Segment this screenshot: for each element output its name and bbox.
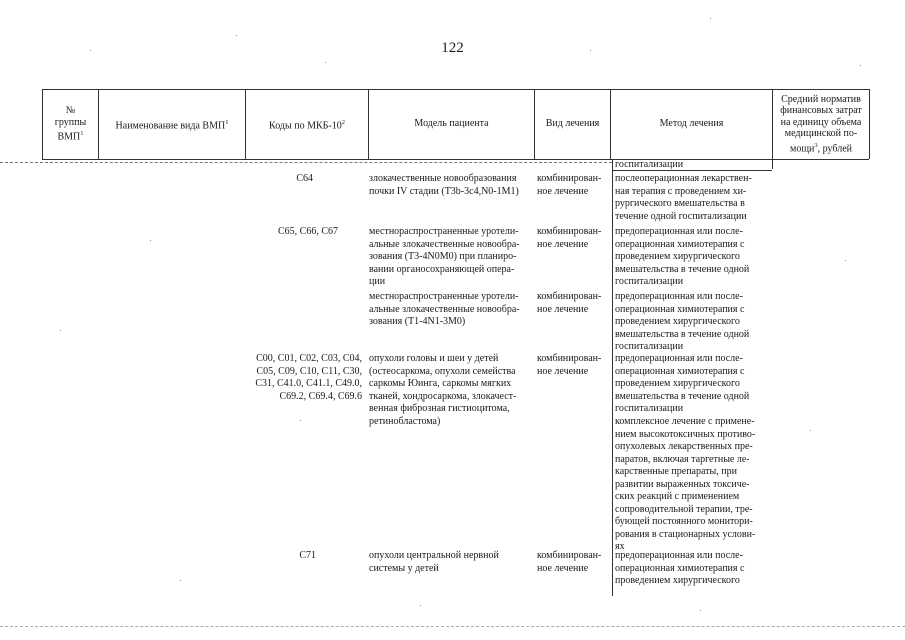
method-line: предоперационная или после- (615, 291, 743, 302)
method-line: предоперационная или после- (615, 353, 743, 364)
scan-speck (236, 35, 237, 36)
scan-speck (590, 50, 591, 51)
header-icd-codes-label: Коды по МКБ-10 (269, 119, 342, 131)
row-treatment-type (537, 226, 601, 251)
type-line: комбинирован- (537, 173, 602, 184)
method-line: проведением хирургического (615, 316, 740, 327)
method-line: операционная химиотерапия с (615, 365, 745, 377)
method-line: ная терапия с проведением хи- (615, 185, 747, 197)
method-line: операционная химиотерапия с (615, 303, 745, 315)
model-line: местнораспространенные уротели- (369, 226, 519, 237)
icd-code-line: C65, C66, C67 (277, 226, 338, 237)
header-bottom-shadow (0, 162, 612, 163)
row-codes (230, 353, 362, 403)
row-patient-model (369, 353, 516, 428)
header-cost-line: медицинской по- (784, 128, 858, 140)
model-line: альные злокачественные новообра- (369, 303, 520, 315)
scan-speck (700, 610, 701, 611)
row-treatment-method (615, 416, 755, 554)
row-treatment-method (615, 226, 749, 289)
method-line: рования в стационарных услови- (615, 528, 756, 540)
header-cost-line: на единицу объема (780, 116, 862, 128)
row-treatment-type (537, 291, 601, 316)
row-codes (248, 550, 316, 563)
carryover-divider (612, 170, 772, 171)
model-line: саркомы Юинга, саркомы мягких (369, 378, 512, 389)
type-line: комбинирован- (537, 550, 602, 561)
type-line: комбинирован- (537, 353, 602, 364)
footnote-marker: 3 (814, 141, 818, 149)
scan-speck (325, 62, 326, 63)
method-line: опухолевых лекарственных пре- (615, 441, 753, 452)
icd-code-line: C00, C01, C02, C03, C04, (256, 353, 362, 364)
row-patient-model (369, 550, 499, 575)
icd-code-line: C05, C09, C10, C11, C30, (256, 365, 362, 377)
row-treatment-method (615, 353, 749, 416)
header-vmp-name (99, 89, 245, 159)
method-line: предоперационная или после- (615, 550, 743, 561)
type-line: ное лечение (537, 562, 589, 574)
method-line: предоперационная или после- (615, 226, 743, 237)
header-group-number (43, 89, 98, 159)
method-line: госпитализации (615, 403, 684, 414)
scan-speck (710, 18, 711, 19)
icd-code-line: C71 (299, 550, 316, 561)
method-line: операционная химиотерапия с (615, 562, 745, 574)
model-line: системы у детей (369, 562, 439, 574)
header-treatment-method (611, 89, 772, 159)
method-line: карственные препараты, при (615, 466, 737, 477)
model-line: вании органосохраняющей опера- (369, 263, 515, 275)
model-line: зования (T1-4N1-3M0) (369, 316, 466, 327)
header-cost-line: мощи (790, 142, 815, 154)
method-line: бующей постоянного монитори- (615, 516, 753, 527)
header-patient-model (369, 89, 534, 159)
model-line: злокачественные новообразования (369, 173, 517, 184)
model-line: опухоли головы и шеи у детей (369, 353, 499, 364)
header-patient-model-label: Модель пациента (414, 118, 489, 130)
row-treatment-method (615, 550, 744, 588)
row-codes (248, 173, 313, 186)
method-line: послеоперационная лекарствен- (615, 173, 752, 184)
model-line: ции (369, 276, 386, 287)
scan-speck (300, 420, 301, 421)
header-group-line: ВМП (57, 131, 81, 143)
model-line: опухоли центральной нервной (369, 550, 499, 561)
method-line: госпитализации (615, 341, 684, 352)
scan-speck (60, 330, 61, 331)
method-line: вмешательства в течение одной (615, 263, 750, 275)
method-line: ских реакций с применением (615, 491, 740, 502)
row-treatment-type (537, 173, 601, 198)
footnote-marker: 1 (80, 130, 84, 138)
footnote-marker: 2 (341, 118, 345, 126)
header-cost-line: Средний норматив (781, 93, 861, 105)
type-line: ное лечение (537, 185, 589, 197)
scan-speck (90, 50, 91, 51)
model-line: венная фиброзная гистиоцитома, (369, 403, 510, 414)
method-line: ях (615, 541, 625, 552)
scan-speck (810, 430, 811, 431)
method-line: проведением хирургического (615, 251, 740, 262)
model-line: почки IV стадии (T3b-3c4,N0-1M1) (369, 185, 519, 197)
row-treatment-method (615, 291, 749, 354)
model-line: зования (T3-4N0M0) при планиро- (369, 251, 517, 262)
carryover-text: госпитализации (615, 159, 684, 170)
footnote-marker: 1 (225, 118, 229, 126)
header-cost-line: , рублей (817, 142, 852, 154)
method-line: паратов, включая таргетные ле- (615, 453, 750, 465)
method-line: проведением хирургического (615, 575, 740, 586)
method-line: сопроводительной терапии, тре- (615, 503, 753, 515)
type-line: ное лечение (537, 238, 589, 250)
model-line: местнораспространенные уротели- (369, 291, 519, 302)
row-treatment-method (615, 173, 752, 223)
header-cost-line: финансовых затрат (780, 105, 862, 117)
scan-speck (845, 260, 846, 261)
type-line: ное лечение (537, 303, 589, 315)
method-line: рургического вмешательства в (615, 198, 745, 209)
method-line: течение одной госпитализации (615, 210, 747, 222)
row-patient-model (369, 291, 520, 329)
page-number: 122 (441, 40, 464, 56)
model-line: тканей, хондросаркома, злокачест- (369, 390, 517, 402)
model-line: ретинобластома) (369, 415, 441, 427)
row-treatment-type (537, 550, 601, 575)
method-line: вмешательства в течение одной (615, 328, 750, 340)
icd-code-line: C31, C41.0, C41.1, C49.0, (255, 378, 362, 389)
icd-code-line: C69.2, C69.4, C69.6 (279, 390, 362, 402)
model-line: (остеосаркома, опухоли семейства (369, 365, 516, 377)
method-line: комплексное лечение с примене- (615, 416, 755, 427)
bottom-scan-artifact (0, 626, 905, 627)
type-line: комбинирован- (537, 226, 602, 237)
icd-code-line: C64 (296, 173, 313, 184)
method-line: операционная химиотерапия с (615, 238, 745, 250)
header-bottom-border (42, 159, 869, 160)
scan-speck (860, 65, 861, 66)
type-line: ное лечение (537, 365, 589, 377)
method-line: проведением хирургического (615, 378, 740, 389)
header-vmp-name-label: Наименование вида ВМП (115, 119, 226, 131)
row-patient-model (369, 226, 520, 289)
method-line: развитии выраженных токсиче- (615, 478, 750, 490)
header-average-cost (773, 89, 869, 159)
method-line: вмешательства в течение одной (615, 390, 750, 402)
method-col-right-border (772, 159, 773, 169)
header-group-line: группы (54, 116, 87, 128)
type-line: комбинирован- (537, 291, 602, 302)
header-treatment-method-label: Метод лечения (659, 118, 724, 130)
method-line: нием высокотоксичных противо- (615, 428, 756, 440)
row-codes (248, 226, 338, 239)
row-patient-model (369, 173, 519, 198)
header-treatment-type-label: Вид лечения (545, 118, 600, 130)
method-col-left-border (612, 159, 613, 596)
scan-speck (180, 580, 181, 581)
header-icd-codes (246, 89, 368, 159)
method-line: госпитализации (615, 276, 684, 287)
scan-speck (420, 605, 421, 606)
col-divider (869, 89, 870, 159)
model-line: альные злокачественные новообра- (369, 238, 520, 250)
header-treatment-type (535, 89, 610, 159)
scan-speck (150, 240, 151, 241)
header-group-line: № (65, 105, 76, 117)
row-treatment-type (537, 353, 601, 378)
